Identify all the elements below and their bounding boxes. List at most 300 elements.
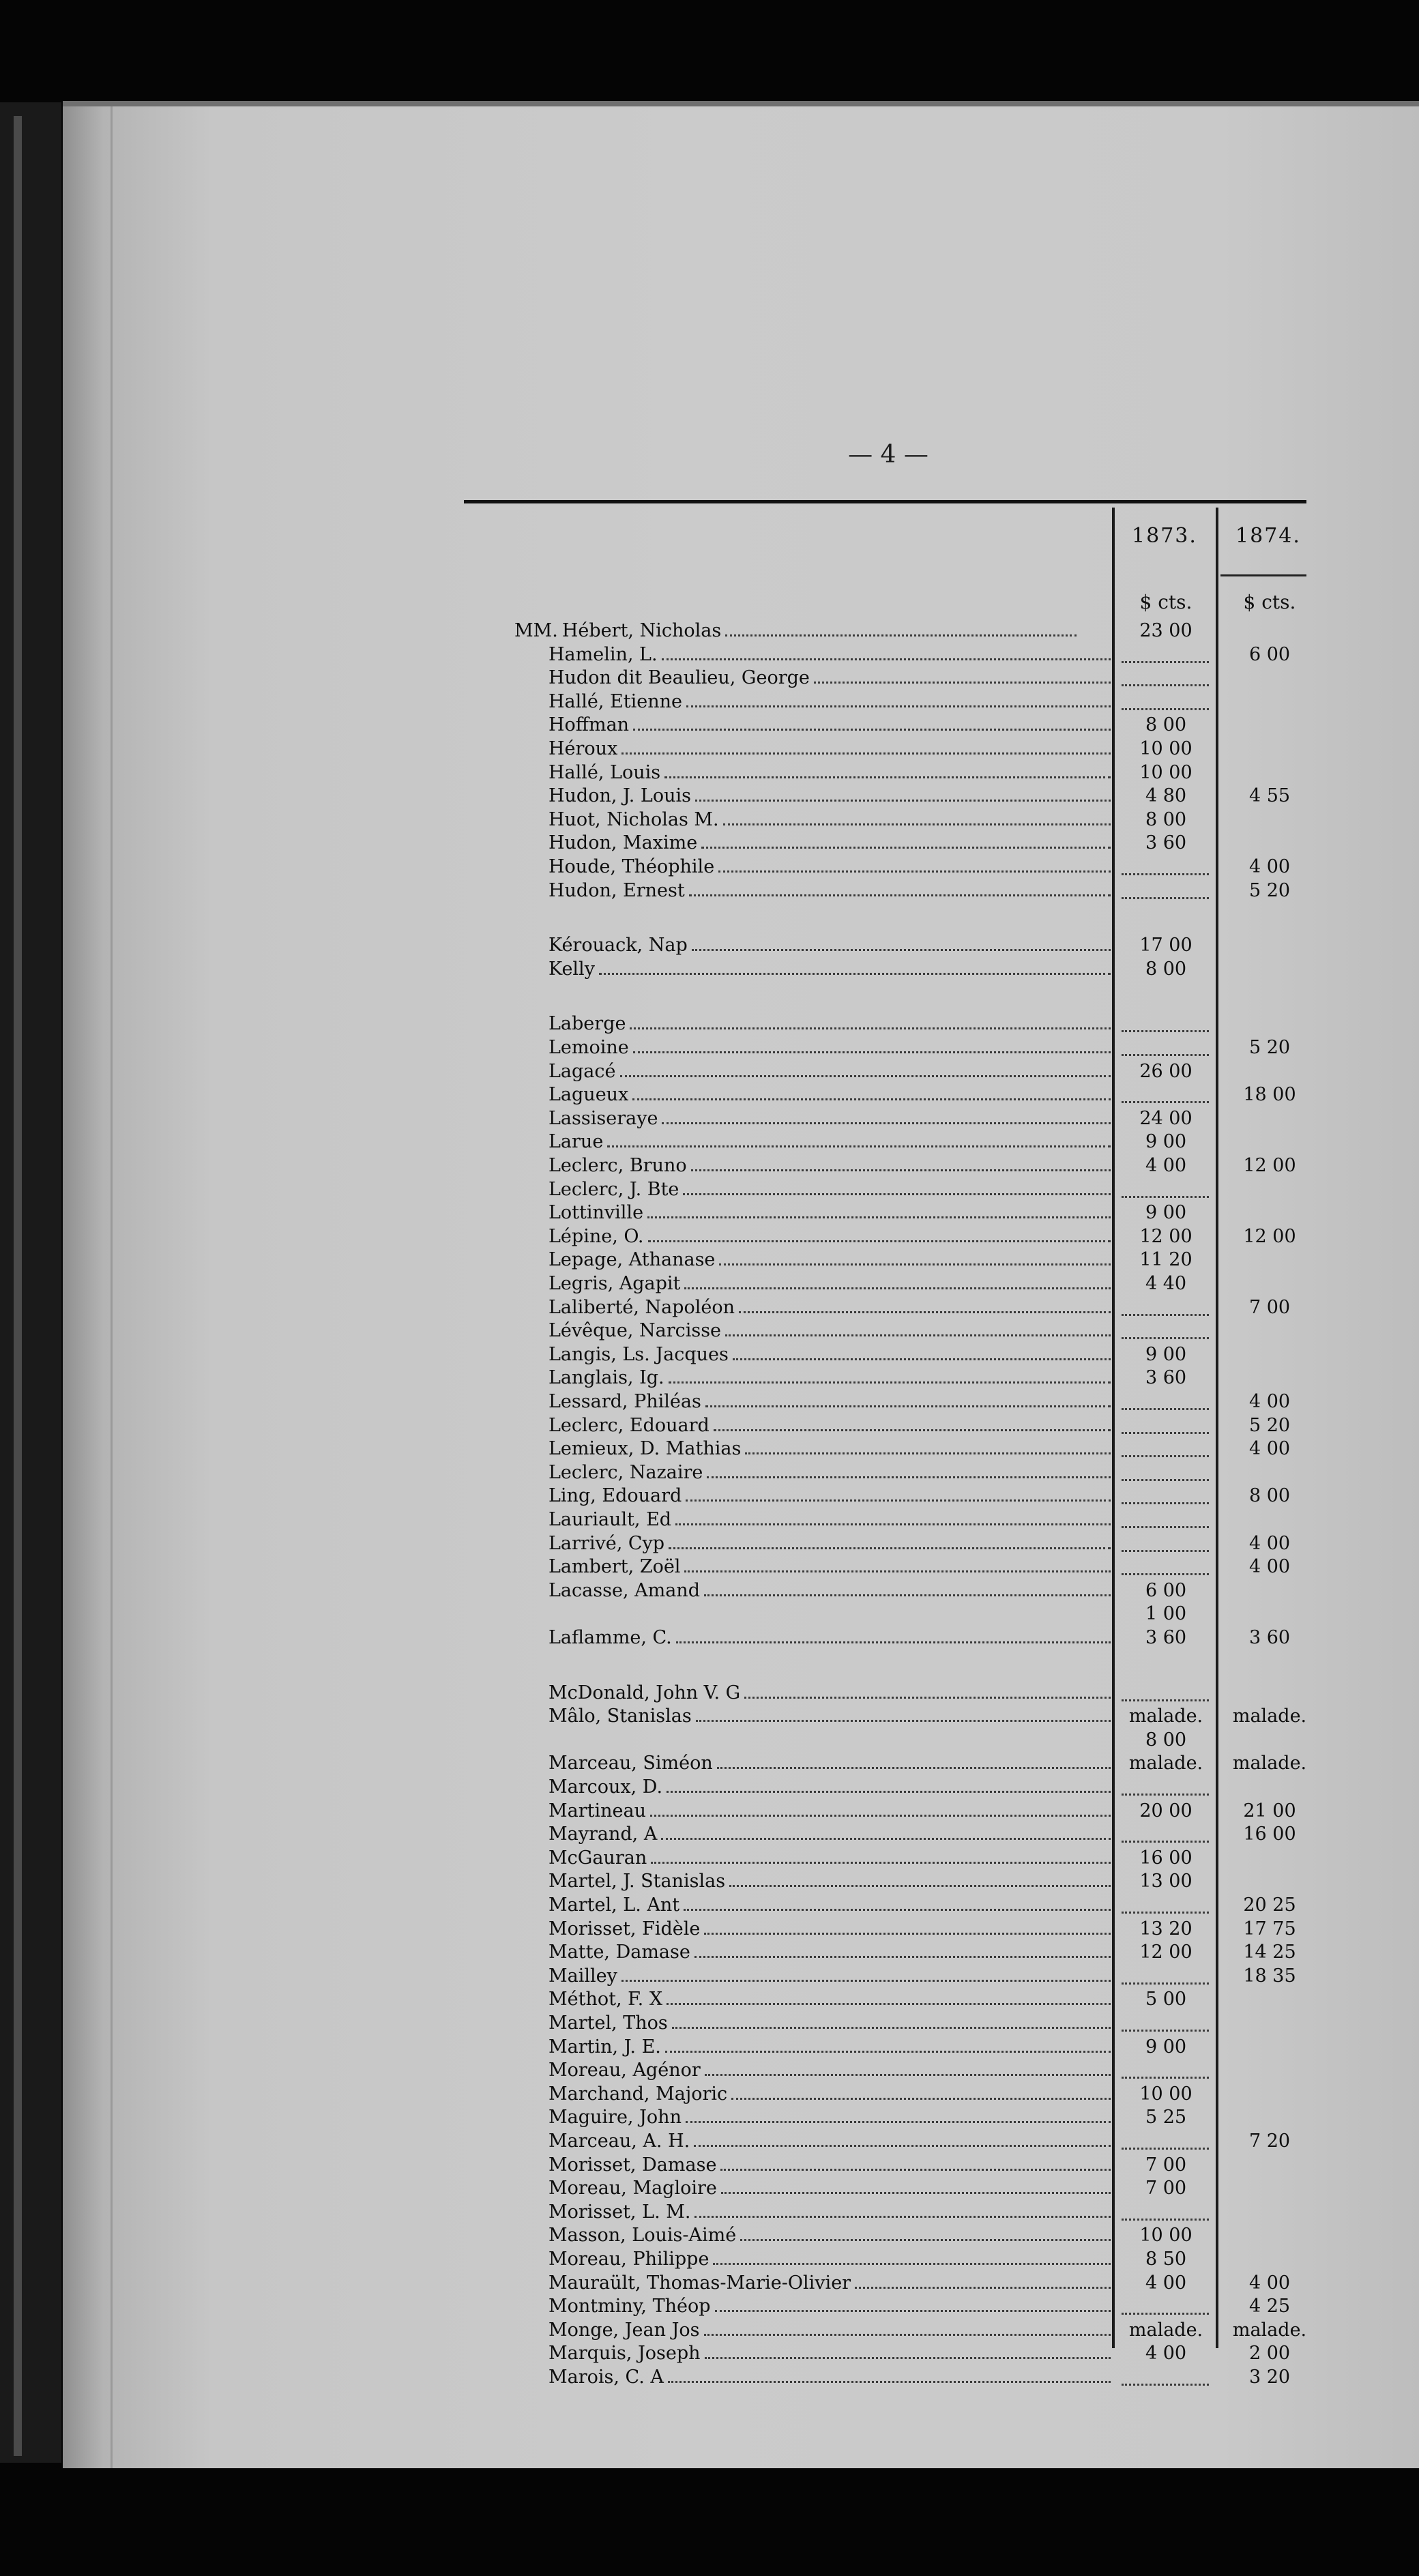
row-name xyxy=(548,1870,1111,1893)
amount-1873: 13 20 xyxy=(1139,1918,1193,1940)
amount-1873: 10 00 xyxy=(1139,738,1193,759)
table-row xyxy=(63,832,1419,855)
dot-leader xyxy=(630,1012,1111,1029)
dot-leader xyxy=(696,1705,1111,1722)
amount-1873: malade. xyxy=(1128,2319,1203,2341)
table-row xyxy=(63,2154,1419,2177)
row-name-text: Leclerc, Nazaire xyxy=(548,1462,703,1483)
row-name-text: Marceau, A. H. xyxy=(548,2131,690,2152)
dot-leader xyxy=(714,1414,1111,1431)
row-name-text: Hoffman xyxy=(548,714,630,735)
amount-1873: 7 00 xyxy=(1145,2178,1187,2199)
row-name xyxy=(548,714,1111,737)
amount-1873: malade. xyxy=(1128,1706,1203,1727)
row-name xyxy=(548,667,1111,690)
row-name xyxy=(548,2366,1111,2389)
amount-1873: 11 20 xyxy=(1139,1249,1193,1270)
row-name xyxy=(548,1319,1111,1343)
row-name-text: Houde, Théophile xyxy=(548,856,715,877)
row-name xyxy=(548,1107,1111,1130)
row-name xyxy=(548,832,1111,855)
table-row xyxy=(63,1800,1419,1823)
empty-cell-dots xyxy=(1122,1098,1209,1103)
row-name-text: Legris, Agapit xyxy=(548,1273,681,1294)
row-name-text: Monge, Jean Jos xyxy=(548,2319,700,2341)
row-name-text: Lambert, Zoël xyxy=(548,1556,681,1577)
table-row xyxy=(63,808,1419,832)
row-name-text: Morisset, Damase xyxy=(548,2154,717,2176)
table-row xyxy=(63,1847,1419,1870)
row-name xyxy=(548,1366,1111,1390)
amount-1873: 5 00 xyxy=(1145,1989,1187,2010)
row-name-text: Morisset, L. M. xyxy=(548,2201,691,2223)
table-row xyxy=(63,761,1419,785)
row-name xyxy=(548,1296,1111,1319)
amount-1873: 9 00 xyxy=(1145,1202,1187,1223)
row-name xyxy=(548,737,1111,761)
amount-1873: 10 00 xyxy=(1139,2083,1193,2105)
unit-label-1874: $ cts. xyxy=(1243,591,1296,613)
amount-1873: 4 80 xyxy=(1145,785,1187,806)
row-name xyxy=(548,2342,1111,2365)
row-name-text: Moreau, Philippe xyxy=(548,2249,710,2270)
row-name-text: Matte, Damase xyxy=(548,1942,690,1963)
dot-leader xyxy=(648,1225,1111,1242)
dot-leader xyxy=(701,832,1111,849)
row-name xyxy=(548,2154,1111,2177)
dot-leader xyxy=(725,1319,1111,1336)
dot-leader xyxy=(650,1800,1111,1817)
row-name-text: Montminy, Théop xyxy=(548,2296,711,2317)
row-name xyxy=(548,1847,1111,1870)
amount-1874: 2 00 xyxy=(1248,2343,1291,2364)
row-name xyxy=(548,2248,1111,2271)
amount-1873: 8 50 xyxy=(1145,2249,1187,2270)
row-name-text: Martel, L. Ant xyxy=(548,1894,680,1916)
empty-cell-dots xyxy=(1122,1909,1209,1914)
row-name-text: Lessard, Philéas xyxy=(548,1391,701,1412)
amount-1874: 5 20 xyxy=(1248,880,1291,901)
row-name-text: Héroux xyxy=(548,738,618,759)
row-name xyxy=(548,2059,1111,2082)
row-name xyxy=(548,1414,1111,1437)
amount-1874: malade. xyxy=(1232,1706,1307,1727)
table-row xyxy=(63,1682,1419,1705)
amount-1873: 10 00 xyxy=(1139,762,1193,783)
dot-leader xyxy=(684,1555,1111,1572)
row-name xyxy=(548,1461,1111,1484)
empty-cell-dots xyxy=(1122,2074,1209,2079)
table-row xyxy=(63,1366,1419,1390)
empty-cell-dots xyxy=(1122,1452,1209,1457)
table-row xyxy=(63,1870,1419,1893)
row-name-text: Kérouack, Nap xyxy=(548,935,688,956)
amount-1874: malade. xyxy=(1232,1753,1307,1774)
table-row xyxy=(63,785,1419,808)
table-row xyxy=(63,1729,1419,1752)
row-name xyxy=(548,958,1111,981)
table-row xyxy=(63,1036,1419,1059)
row-name xyxy=(548,761,1111,785)
row-name xyxy=(548,1060,1111,1083)
dot-leader xyxy=(705,2342,1111,2359)
table-row xyxy=(63,2083,1419,2106)
amount-1873: 8 00 xyxy=(1145,714,1187,735)
row-name xyxy=(548,1272,1111,1296)
row-name xyxy=(548,2177,1111,2200)
dot-leader xyxy=(684,1272,1111,1289)
table-row xyxy=(63,1414,1419,1437)
empty-cell-dots xyxy=(1122,1193,1209,1198)
table-row xyxy=(63,1107,1419,1130)
table-row xyxy=(63,1965,1419,1988)
amount-1874: 8 00 xyxy=(1248,1485,1291,1506)
dot-leader xyxy=(720,2154,1111,2171)
dot-leader xyxy=(620,1060,1111,1077)
column-header-1873: 1873. xyxy=(1132,524,1197,548)
row-name xyxy=(548,934,1111,957)
amount-1873: 8 00 xyxy=(1145,1729,1187,1751)
dot-leader xyxy=(689,879,1111,896)
row-name xyxy=(548,1965,1111,1988)
empty-cell-dots xyxy=(1122,2310,1209,2315)
row-name-text: Hudon, J. Louis xyxy=(548,785,691,806)
row-name-text: Moreau, Agénor xyxy=(548,2060,701,2081)
dot-leader xyxy=(694,1941,1111,1958)
row-name-text: Langlais, Ig. xyxy=(548,1367,664,1388)
amount-1874: 17 75 xyxy=(1243,1918,1296,1940)
table-row xyxy=(63,1225,1419,1248)
row-prefix: MM. xyxy=(514,620,558,641)
dot-leader xyxy=(632,1083,1111,1100)
row-name xyxy=(548,1918,1111,1941)
empty-cell-dots xyxy=(1122,2216,1209,2221)
empty-cell-dots xyxy=(1122,1429,1209,1434)
amount-1873: 9 00 xyxy=(1145,2036,1187,2058)
amount-1873: 4 00 xyxy=(1145,2343,1187,2364)
empty-cell-dots xyxy=(1122,682,1209,686)
dot-leader xyxy=(717,1752,1111,1769)
dot-leader xyxy=(669,1532,1111,1549)
row-name xyxy=(548,1248,1111,1272)
row-name-text: Lassiseraye xyxy=(548,1108,658,1129)
amount-1874: 14 25 xyxy=(1243,1942,1296,1963)
row-name xyxy=(548,1178,1111,1201)
empty-cell-dots xyxy=(1122,658,1209,663)
row-name xyxy=(548,855,1111,879)
row-name-text: Martin, J. E. xyxy=(548,2036,661,2058)
row-name-text: McGauran xyxy=(548,1847,647,1869)
table-row xyxy=(63,1437,1419,1461)
row-name xyxy=(548,2201,1111,2224)
row-name xyxy=(548,2130,1111,2153)
row-name-text: Marchand, Majoric xyxy=(548,2083,728,2105)
amount-1874: 3 60 xyxy=(1248,1627,1291,1648)
row-name xyxy=(548,690,1111,714)
amount-1874: 18 35 xyxy=(1243,1965,1296,1987)
amount-1874: 4 00 xyxy=(1248,1438,1291,1459)
row-name xyxy=(548,1508,1111,1532)
amount-1873: 7 00 xyxy=(1145,2154,1187,2176)
amount-1874: 12 00 xyxy=(1243,1226,1296,1247)
amount-1873: 5 25 xyxy=(1145,2107,1187,2128)
row-name-text: Mauraült, Thomas-Marie-Olivier xyxy=(548,2272,851,2294)
amount-1874: malade. xyxy=(1232,2319,1307,2341)
table-row xyxy=(63,1130,1419,1154)
book-spine-edge xyxy=(14,116,22,2456)
dot-leader xyxy=(662,643,1111,660)
dot-leader xyxy=(686,690,1111,707)
dot-leader xyxy=(713,2248,1111,2265)
dot-leader xyxy=(719,1248,1111,1265)
table-row xyxy=(63,1602,1419,1626)
dot-leader xyxy=(683,1178,1111,1195)
dot-leader xyxy=(686,1484,1111,1502)
amount-1874: 4 55 xyxy=(1248,785,1291,806)
dot-leader xyxy=(607,1130,1111,1147)
row-name xyxy=(548,1894,1111,1917)
row-name xyxy=(548,1154,1111,1177)
dot-leader xyxy=(633,714,1111,731)
amount-1873: 12 00 xyxy=(1139,1226,1193,1247)
empty-cell-dots xyxy=(1122,1051,1209,1056)
empty-cell-dots xyxy=(1122,1523,1209,1528)
row-name-text: Martel, Thos xyxy=(548,2012,668,2034)
row-name xyxy=(514,619,1077,643)
table-row xyxy=(63,1752,1419,1775)
row-name-text: Morisset, Fidèle xyxy=(548,1918,701,1940)
row-name-text: Marquis, Joseph xyxy=(548,2343,701,2364)
row-name-text: Lemoine xyxy=(548,1037,629,1058)
table-row xyxy=(63,737,1419,761)
amount-1874: 7 20 xyxy=(1248,2131,1291,2152)
table-row xyxy=(63,855,1419,879)
row-name-text: Kelly xyxy=(548,958,595,980)
dot-leader xyxy=(662,1107,1111,1124)
row-name xyxy=(548,1988,1111,2011)
row-name-text: Mayrand, A xyxy=(548,1824,658,1845)
amount-1873: 3 60 xyxy=(1145,1367,1187,1388)
empty-cell-dots xyxy=(1122,1980,1209,1985)
page-number: — 4 — xyxy=(848,441,928,469)
row-name-text: Ling, Edouard xyxy=(548,1485,682,1506)
table-row xyxy=(63,2224,1419,2247)
dot-leader xyxy=(729,1870,1111,1887)
row-name-text: Masson, Louis-Aimé xyxy=(548,2225,737,2246)
dot-leader xyxy=(704,2319,1111,2336)
empty-cell-dots xyxy=(1122,1547,1209,1552)
unit-label-1873: $ cts. xyxy=(1139,591,1193,613)
empty-cell-dots xyxy=(1122,1791,1209,1796)
dot-leader xyxy=(705,1390,1111,1407)
amount-1874: 5 20 xyxy=(1248,1037,1291,1058)
row-name-text: Hamelin, L. xyxy=(548,644,658,665)
table-row xyxy=(63,1941,1419,1964)
dot-leader xyxy=(695,785,1111,802)
amount-1874: 20 25 xyxy=(1243,1894,1296,1916)
amount-1874: 5 20 xyxy=(1248,1415,1291,1436)
table-row xyxy=(63,2248,1419,2271)
row-name xyxy=(548,1555,1111,1579)
table-row xyxy=(63,619,1419,643)
row-name xyxy=(548,1201,1111,1225)
dot-leader xyxy=(721,2177,1111,2194)
table-row xyxy=(63,1272,1419,1296)
dot-leader xyxy=(676,1626,1111,1643)
dot-leader xyxy=(718,855,1111,873)
empty-cell-dots xyxy=(1122,705,1209,710)
empty-cell-dots xyxy=(1122,2027,1209,2032)
table-row xyxy=(63,1343,1419,1366)
row-name xyxy=(548,879,1111,903)
dot-leader xyxy=(667,1776,1111,1793)
dot-leader xyxy=(599,958,1111,975)
table-row xyxy=(63,1178,1419,1201)
row-name-text: Mailley xyxy=(548,1965,617,1987)
dot-leader xyxy=(691,1154,1111,1171)
table-row xyxy=(63,2036,1419,2059)
dot-leader xyxy=(715,2295,1111,2312)
table-row xyxy=(63,2295,1419,2318)
row-name xyxy=(548,1752,1111,1775)
dot-leader xyxy=(725,619,1077,636)
table-row xyxy=(63,2366,1419,2389)
empty-cell-dots xyxy=(1122,1838,1209,1843)
amount-1873: 9 00 xyxy=(1145,1131,1187,1152)
row-name-text: Marois, C. A xyxy=(548,2367,664,2388)
ledger-table xyxy=(63,106,1419,2468)
table-row xyxy=(63,2177,1419,2200)
amount-1873: 24 00 xyxy=(1139,1108,1193,1129)
row-name-text: Laberge xyxy=(548,1013,626,1034)
row-name-text: Marcoux, D. xyxy=(548,1776,663,1798)
dot-leader xyxy=(744,1682,1111,1699)
row-name-text: Maguire, John xyxy=(548,2107,682,2128)
amount-1874: 4 00 xyxy=(1248,1533,1291,1554)
dot-leader xyxy=(621,737,1111,755)
row-name xyxy=(548,1390,1111,1414)
row-name-text: Lepage, Athanase xyxy=(548,1249,716,1270)
row-name xyxy=(548,2295,1111,2318)
book-spine-shadow xyxy=(0,102,61,2463)
dot-leader xyxy=(669,1366,1111,1384)
empty-cell-dots xyxy=(1122,1405,1209,1410)
row-name-text: Moreau, Magloire xyxy=(548,2178,717,2199)
dot-leader xyxy=(704,1918,1111,1935)
row-name xyxy=(548,643,1111,667)
dot-leader xyxy=(665,2036,1111,2053)
dot-leader xyxy=(814,667,1111,684)
table-row xyxy=(63,1705,1419,1728)
row-name-text: Lauriault, Ed xyxy=(548,1509,672,1530)
row-name-text: Marceau, Siméon xyxy=(548,1753,713,1774)
row-name xyxy=(548,1225,1111,1248)
table-row xyxy=(63,1390,1419,1414)
empty-cell-dots xyxy=(1122,1697,1209,1701)
row-name-text: Lemieux, D. Mathias xyxy=(548,1438,742,1459)
dot-leader xyxy=(707,1461,1111,1478)
row-name xyxy=(548,1776,1111,1799)
amount-1873: 16 00 xyxy=(1139,1847,1193,1869)
amount-1874: 16 00 xyxy=(1243,1824,1296,1845)
table-row xyxy=(63,1248,1419,1272)
table-row xyxy=(63,1532,1419,1555)
amount-1874: 21 00 xyxy=(1243,1800,1296,1821)
table-row xyxy=(63,667,1419,690)
amount-1874: 18 00 xyxy=(1243,1084,1296,1105)
amount-1874: 7 00 xyxy=(1248,1297,1291,1318)
dot-leader xyxy=(733,1343,1111,1360)
empty-cell-dots xyxy=(1122,2145,1209,2150)
table-row xyxy=(63,1579,1419,1602)
amount-1873: 20 00 xyxy=(1139,1800,1193,1821)
table-row xyxy=(63,1776,1419,1799)
row-name xyxy=(548,808,1111,832)
amount-1873: 10 00 xyxy=(1139,2225,1193,2246)
dot-leader xyxy=(675,1508,1111,1525)
row-name xyxy=(548,1800,1111,1823)
row-name-text: Hallé, Etienne xyxy=(548,691,682,712)
row-name xyxy=(548,1484,1111,1508)
table-row xyxy=(63,714,1419,737)
row-name xyxy=(548,785,1111,808)
amount-1874: 4 25 xyxy=(1248,2296,1291,2317)
amount-1874: 4 00 xyxy=(1248,1556,1291,1577)
row-name-text: Lagacé xyxy=(548,1061,616,1082)
dot-leader xyxy=(739,1296,1111,1313)
dot-leader xyxy=(723,808,1111,825)
row-name xyxy=(548,1130,1111,1154)
amount-1873: 8 00 xyxy=(1145,809,1187,830)
table-row xyxy=(63,1083,1419,1107)
empty-cell-dots xyxy=(1122,2381,1209,2386)
dot-leader xyxy=(647,1201,1111,1218)
row-name-text: Hébert, Nicholas xyxy=(561,620,722,641)
empty-cell-dots xyxy=(1122,870,1209,875)
row-name xyxy=(548,1682,1111,1705)
dot-leader xyxy=(745,1437,1111,1454)
table-row xyxy=(63,879,1419,903)
row-name xyxy=(548,1083,1111,1107)
amount-1873: 26 00 xyxy=(1139,1061,1193,1082)
row-name-text: Lacasse, Amand xyxy=(548,1580,700,1601)
row-name xyxy=(548,2012,1111,2035)
amount-1874: 3 20 xyxy=(1248,2367,1291,2388)
amount-1873: 17 00 xyxy=(1139,935,1193,956)
dot-leader xyxy=(692,934,1111,951)
row-name-text: McDonald, John V. G xyxy=(548,1682,741,1703)
table-row xyxy=(63,2106,1419,2129)
dot-leader xyxy=(651,1847,1111,1864)
row-name-text: Laflamme, C. xyxy=(548,1627,672,1648)
dot-leader xyxy=(684,1894,1111,1911)
row-name-text: Mâlo, Stanislas xyxy=(548,1706,692,1727)
amount-1873: malade. xyxy=(1128,1753,1203,1774)
amount-1873: 3 60 xyxy=(1145,1627,1187,1648)
dot-leader xyxy=(705,2059,1111,2076)
table-row xyxy=(63,934,1419,957)
table-row xyxy=(63,1461,1419,1484)
table-row xyxy=(63,1988,1419,2011)
empty-cell-dots xyxy=(1122,1499,1209,1504)
empty-cell-dots xyxy=(1122,1570,1209,1575)
row-name xyxy=(548,1705,1111,1728)
row-name xyxy=(548,2036,1111,2059)
table-row xyxy=(63,1012,1419,1036)
amount-1873: 8 00 xyxy=(1145,958,1187,980)
row-name-text: Leclerc, Edouard xyxy=(548,1415,710,1436)
table-row xyxy=(63,643,1419,667)
